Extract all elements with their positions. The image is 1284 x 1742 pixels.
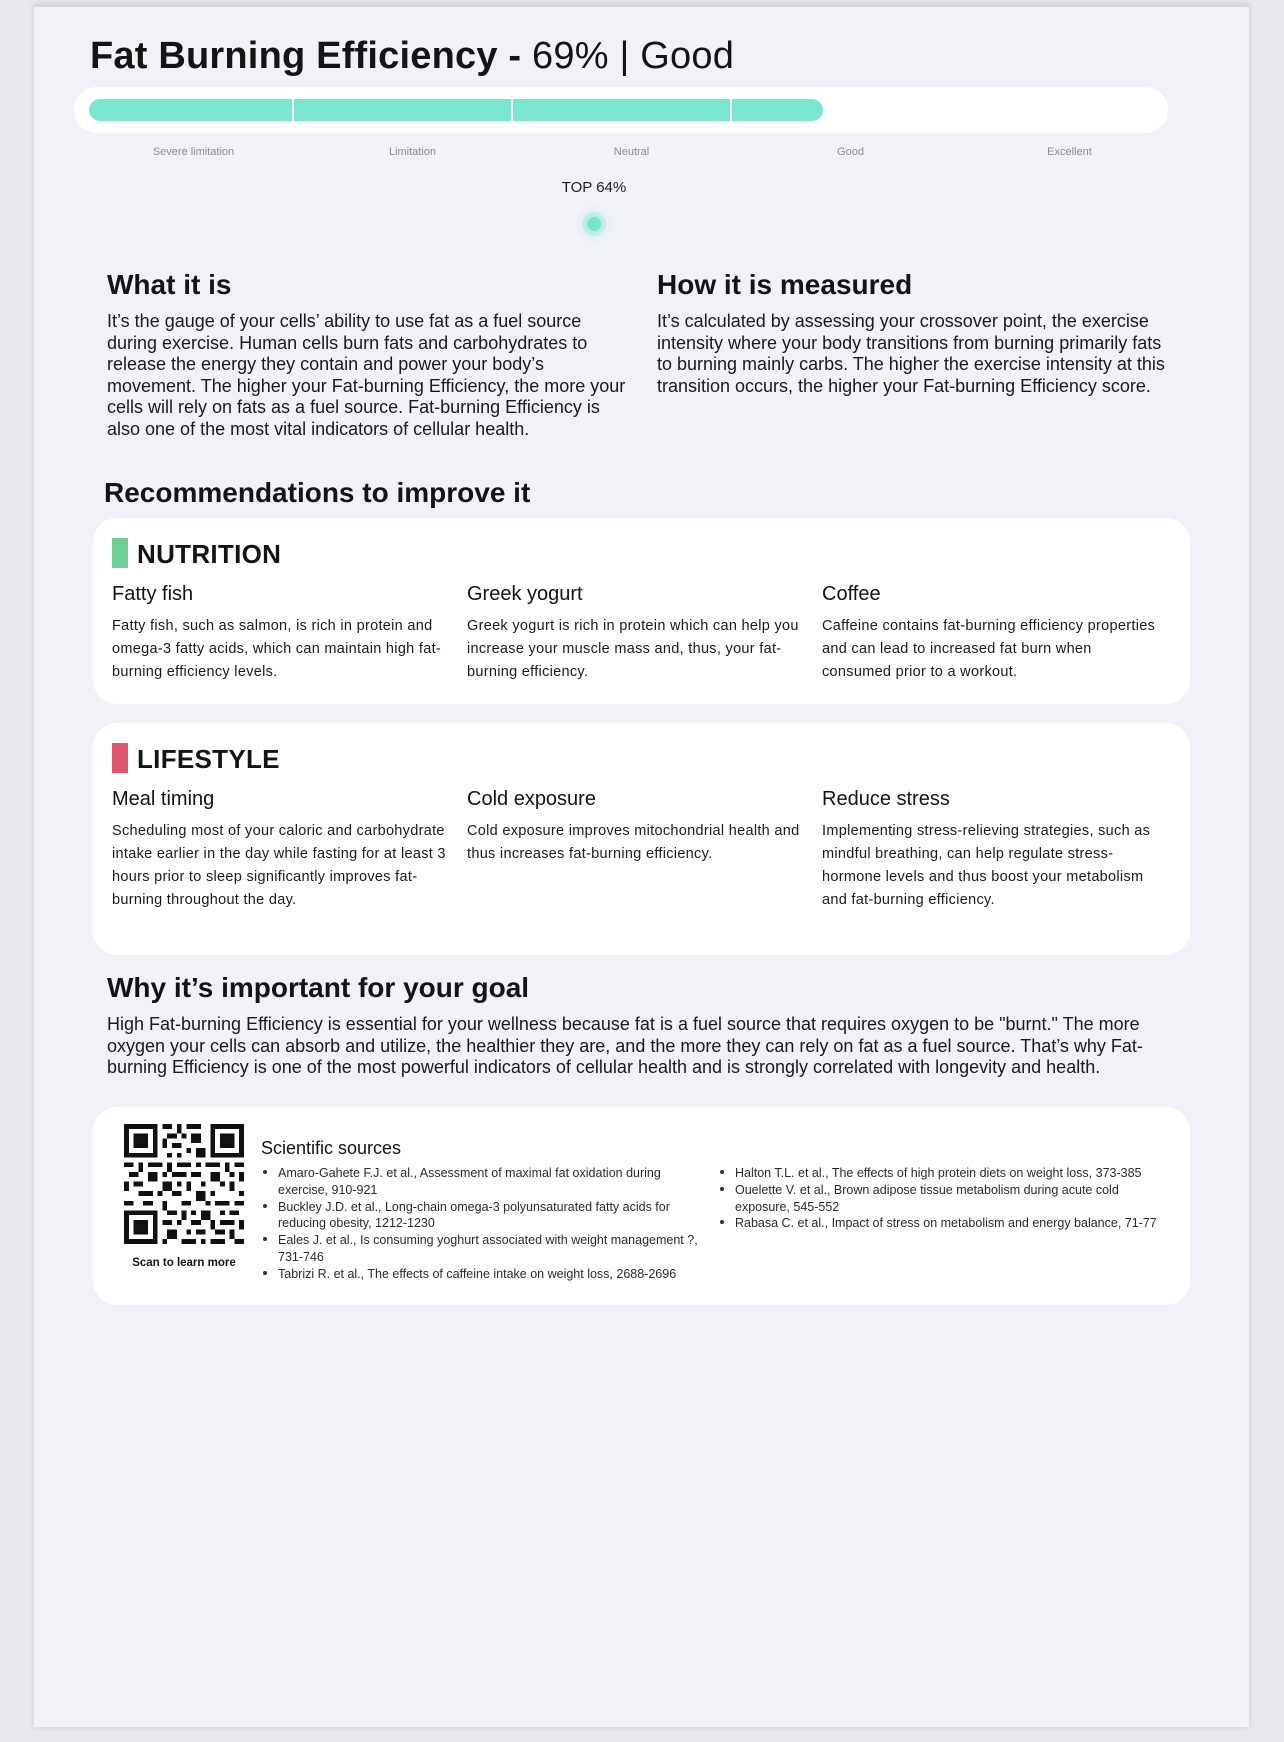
nutrition-card [93,518,1190,704]
how-measured-text: It’s calculated by assessing your crossover point, the exercise intensity where your body transitions from burning primarily fats to burning mainly carbs. The higher the exercise intensity at this transition occurs, the higher your Fat-burning Efficiency score. [657,311,1165,396]
source-item: Tabrizi R. et al., The effects of caffeine intake on weight loss, 2688-2696 [261,1266,706,1283]
page-title [90,35,734,78]
segment-divider [730,99,732,121]
source-item: Eales J. et al., Is consuming yoghurt associated with weight management ?, 731-746 [261,1232,706,1266]
source-item: Buckley J.D. et al., Long-chain omega-3 polyunsaturated fatty acids for reducing obesity, 1212-1230 [261,1199,706,1233]
scale-label-severe: Severe limitation [152,146,235,158]
rec-text: Greek yogurt is rich in protein which can help you increase your muscle mass and, thus, your fat-burning efficiency. [467,618,799,680]
score-text: 69% | Good [532,35,735,77]
lifestyle-accent-bar [112,743,128,773]
why-important-text: High Fat-burning Efficiency is essential for your wellness because fat is a fuel source that requires oxygen to be "burnt." The more oxygen your cells can absorb and utilize, the healthier they are, and the more they can rely on fat as a fuel source. That’s why Fat-burning Efficiency is one of the most powerful indicators of cellular health and is strongly correlated with longevity and health. [107,1014,1143,1078]
rec-item-reduce-stress [822,788,1160,912]
scale-label-good: Good [837,146,864,158]
rec-name: Meal timing [112,788,215,810]
scale-label-neutral: Neutral [613,146,650,158]
efficiency-progress-bar [74,87,1168,133]
segment-divider [511,99,513,121]
rec-item-meal-timing [112,788,450,912]
rec-name: Reduce stress [822,788,950,810]
rec-item-greek-yogurt [467,583,805,684]
segment-divider [292,99,294,121]
what-it-is-text: It’s the gauge of your cells’ ability to use fat as a fuel source during exercise. Human cells burn fats and carbohydrates to release the energy they contain and power your body’s movement. The higher your Fat-burning Efficiency, the more your cells will rely on fats as a fuel source. Fat-burning Efficiency is also one of the most vital indicators of cellular health. [107,311,626,439]
rec-text: Caffeine contains fat-burning efficiency properties and can lead to increased fat burn when consumed prior to a workout. [822,618,1156,680]
rec-text: Scheduling most of your caloric and carbohydrate intake earlier in the day while fasting for at least 3 hours prior to sleep significantly improves fat-burning throughout the day. [112,823,446,908]
why-important-heading: Why it’s important for your goal [107,972,530,1003]
source-item: Rabasa C. et al., Impact of stress on metabolism and energy balance, 71-77 [718,1215,1158,1232]
qr-caption: Scan to learn more [132,1257,236,1269]
sources-card [93,1107,1190,1305]
rank-label: TOP 64% [561,179,627,196]
report-page [34,4,1249,1727]
rec-text: Fatty fish, such as salmon, is rich in protein and omega-3 fatty acids, which can maintain high fat-burning efficiency levels. [112,618,442,680]
nutrition-title: NUTRITION [137,539,282,569]
rec-item-cold-exposure [467,788,805,866]
rec-item-coffee [822,583,1160,684]
rec-name: Cold exposure [467,788,596,810]
rec-name: Greek yogurt [467,583,583,605]
scale-label-excellent: Excellent [1047,146,1092,158]
rec-name: Fatty fish [112,583,194,605]
rec-text: Implementing stress-relieving strategies, such as mindful breathing, can help regulate stress-hormone levels and thus boost your metabolism and fat-burning efficiency. [822,823,1151,908]
rec-item-fatty-fish [112,583,450,684]
lifestyle-title: LIFESTYLE [137,744,280,774]
sources-title: Scientific sources [261,1138,402,1158]
rank-marker-dot [587,217,601,231]
rec-name: Coffee [822,583,881,605]
progress-fill [89,99,823,121]
source-item: Halton T.L. et al., The effects of high protein diets on weight loss, 373-385 [718,1165,1158,1182]
progress-scale [84,146,1184,162]
title-text: Fat Burning Efficiency - [90,35,522,77]
source-item: Amaro-Gahete F.J. et al., Assessment of maximal fat oxidation during exercise, 910-921 [261,1165,706,1199]
sources-list-left [261,1165,706,1283]
recommendations-heading: Recommendations to improve it [104,477,531,508]
source-item: Ouelette V. et al., Brown adipose tissue metabolism during acute cold exposure, 545-552 [718,1182,1158,1216]
how-measured-heading: How it is measured [657,269,913,300]
rec-text: Cold exposure improves mitochondrial health and thus increases fat-burning efficiency. [467,823,800,862]
qr-code-icon[interactable] [124,1124,244,1244]
scale-label-limitation: Limitation [388,146,437,158]
lifestyle-card [93,723,1190,955]
sources-list-right [718,1165,1158,1232]
nutrition-accent-bar [112,538,128,568]
what-it-is-heading: What it is [107,269,232,300]
